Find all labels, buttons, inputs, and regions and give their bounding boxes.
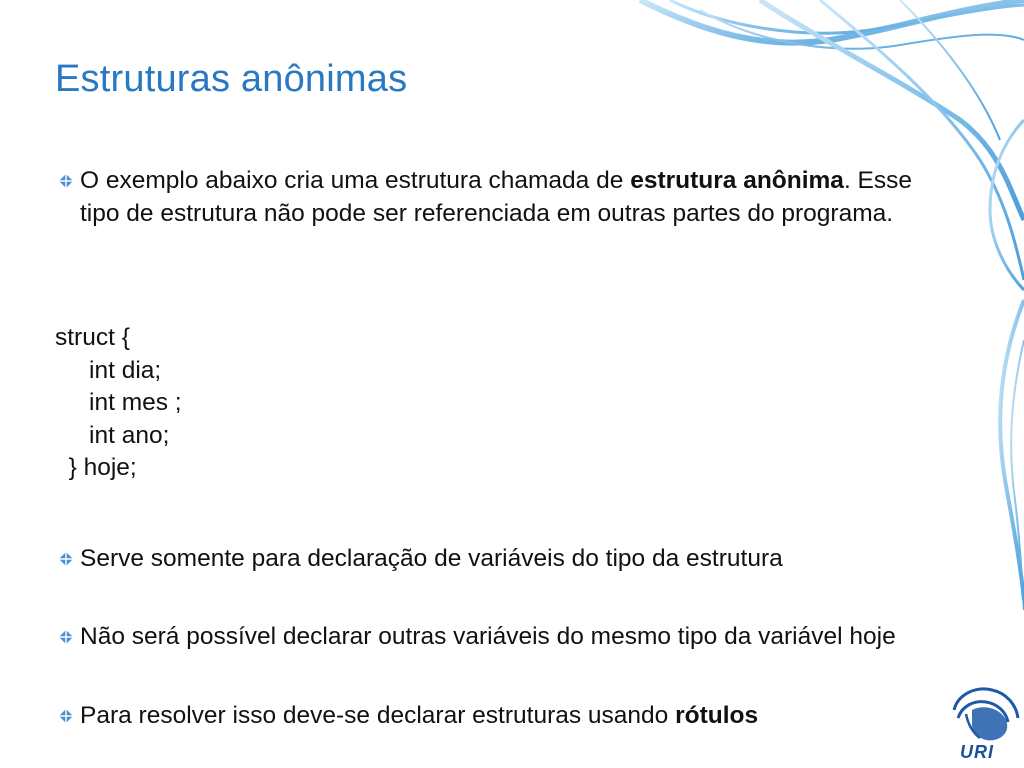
- bullet-3-text: Não será possível declarar outras variáveis do mesmo tipo da variável hoje: [80, 623, 896, 650]
- bullet-item-1: [80, 165, 930, 230]
- bullet-item-3: [80, 621, 930, 654]
- code-line: int ano;: [55, 421, 170, 449]
- bullet-item-4: [80, 700, 860, 733]
- bullet-icon: [59, 709, 73, 723]
- bullet-4-text: Para resolver isso deve-se declarar estruturas usando: [80, 702, 676, 729]
- code-line: int mes ;: [55, 389, 182, 416]
- code-line: } hoje;: [55, 454, 137, 481]
- code-block: [55, 322, 182, 485]
- bullet-1-text: O exemplo abaixo cria uma estrutura chamada de: [80, 167, 631, 194]
- bullet-1-text-end: . Esse tipo de estrutura não pode ser referenciada em outras partes do programa.: [80, 167, 913, 227]
- bullet-icon: [59, 174, 73, 188]
- bullet-4-bold: rótulos: [675, 702, 759, 729]
- bullet-1-bold: estrutura anônima: [630, 167, 844, 194]
- code-line: int dia;: [55, 356, 162, 384]
- logo-text: URI: [960, 742, 994, 762]
- code-line: struct {: [55, 324, 130, 351]
- bullet-item-2: [80, 543, 930, 576]
- bullet-2-text: Serve somente para declaração de variáveis do tipo da estrutura: [80, 545, 783, 572]
- bullet-icon: [59, 552, 73, 566]
- bullet-icon: [59, 630, 73, 644]
- slide-title: Estruturas anônimas: [55, 58, 408, 100]
